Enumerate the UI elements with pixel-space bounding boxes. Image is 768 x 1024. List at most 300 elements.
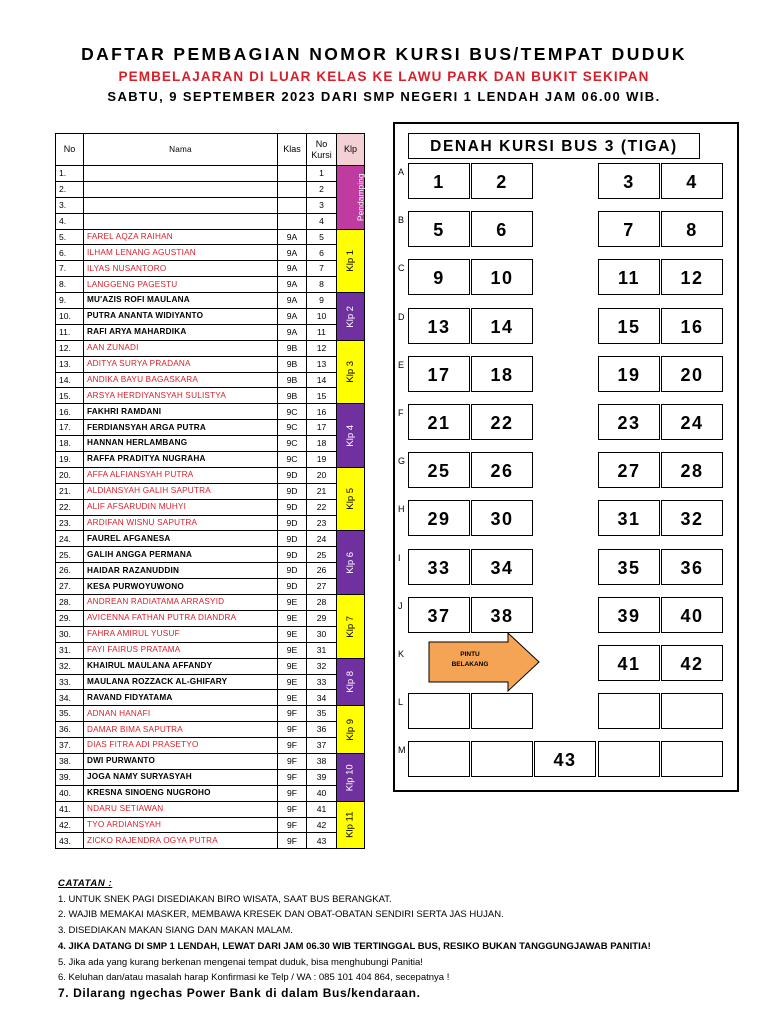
table-row — [56, 388, 365, 404]
seat: 23 — [598, 404, 660, 440]
group-label — [337, 706, 365, 754]
row-kursi: 26 — [307, 563, 337, 579]
row-kursi: 12 — [307, 340, 337, 356]
seat: 1 — [408, 163, 470, 199]
row-nama: ARDIFAN WISNU SAPUTRA — [84, 515, 278, 531]
row-klas: 9D — [278, 499, 307, 515]
row-nama: FAYI FAIRUS PRATAMA — [84, 642, 278, 658]
group-label — [337, 467, 365, 531]
seat: 38 — [471, 597, 533, 633]
seat — [598, 693, 660, 729]
row-kursi: 42 — [307, 817, 337, 833]
table-row — [56, 324, 365, 340]
header-no: No — [56, 134, 84, 166]
seat: 8 — [661, 211, 723, 247]
row-no: 36. — [56, 722, 84, 738]
group-label-text: Klp 11 — [344, 811, 356, 839]
row-klas: 9E — [278, 642, 307, 658]
table-header-row — [56, 134, 365, 166]
row-no: 15. — [56, 388, 84, 404]
row-no: 6. — [56, 245, 84, 261]
row-kursi: 8 — [307, 277, 337, 293]
row-nama: AFFA ALFIANSYAH PUTRA — [84, 467, 278, 483]
notes-section — [58, 876, 651, 1002]
seat: 42 — [661, 645, 723, 681]
row-klas: 9F — [278, 753, 307, 769]
group-label-text: Klp 1 — [344, 250, 356, 272]
row-klas: 9F — [278, 801, 307, 817]
row-klas: 9B — [278, 356, 307, 372]
row-kursi: 9 — [307, 293, 337, 309]
row-kursi: 21 — [307, 483, 337, 499]
row-kursi: 23 — [307, 515, 337, 531]
row-kursi: 19 — [307, 452, 337, 468]
page-subtitle: PEMBELAJARAN DI LUAR KELAS KE LAWU PARK DAN BUKIT SEKIPAN — [118, 69, 650, 84]
row-no: 21. — [56, 483, 84, 499]
seat: 14 — [471, 308, 533, 344]
note-item: 3. DISEDIAKAN MAKAN SIANG DAN MAKAN MALAM. — [58, 925, 293, 937]
table-row — [56, 642, 365, 658]
row-no: 11. — [56, 324, 84, 340]
seat-row-label: A — [398, 167, 405, 177]
row-klas: 9A — [278, 261, 307, 277]
door-label-line1: PINTU — [460, 651, 480, 658]
row-kursi: 34 — [307, 690, 337, 706]
seat-row-label: F — [398, 408, 404, 418]
row-kursi: 22 — [307, 499, 337, 515]
seat-row-label: J — [398, 601, 403, 611]
group-label-text: Klp 3 — [344, 361, 356, 383]
group-label-text: Klp 9 — [344, 718, 356, 741]
seat: 3 — [598, 163, 660, 199]
seat: 32 — [661, 500, 723, 536]
table-row — [56, 261, 365, 277]
seat: 4 — [661, 163, 723, 199]
row-nama: ANDREAN RADIATAMA ARRASYID — [84, 595, 278, 611]
seat-row-label: I — [398, 553, 401, 563]
group-label — [337, 404, 365, 468]
seat — [471, 693, 533, 729]
table-row — [56, 801, 365, 817]
seat: 5 — [408, 211, 470, 247]
row-kursi: 5 — [307, 229, 337, 245]
row-kursi: 16 — [307, 404, 337, 420]
table-row — [56, 229, 365, 245]
group-label-text: Pendamping — [355, 173, 366, 222]
group-label-text: Klp 8 — [344, 671, 356, 693]
seat: 17 — [408, 356, 470, 392]
row-klas: 9C — [278, 404, 307, 420]
row-nama: GALIH ANGGA PERMANA — [84, 547, 278, 563]
row-no: 30. — [56, 626, 84, 642]
group-label-text: Klp 10 — [344, 763, 356, 791]
note-item: 6. Keluhan dan/atau masalah harap Konfirmasi ke Telp / WA : 085 101 404 864, secepatnya ! — [58, 972, 450, 984]
seat-row-label: H — [398, 504, 405, 514]
row-klas: 9B — [278, 372, 307, 388]
seat: 27 — [598, 452, 660, 488]
seat: 19 — [598, 356, 660, 392]
row-nama: ADNAN HANAFI — [84, 706, 278, 722]
row-klas: 9E — [278, 595, 307, 611]
row-klas: 9F — [278, 722, 307, 738]
row-no: 40. — [56, 785, 84, 801]
group-label — [337, 658, 365, 706]
table-row — [56, 579, 365, 595]
row-nama: ALDIANSYAH GALIH SAPUTRA — [84, 483, 278, 499]
table-row — [56, 706, 365, 722]
table-row — [56, 483, 365, 499]
row-kursi: 15 — [307, 388, 337, 404]
table-row — [56, 817, 365, 833]
table-row — [56, 753, 365, 769]
row-no: 28. — [56, 595, 84, 611]
row-no: 10. — [56, 309, 84, 325]
row-kursi: 17 — [307, 420, 337, 436]
row-nama: ZICKO RAJENDRA OGYA PUTRA — [84, 833, 278, 849]
row-kursi: 6 — [307, 245, 337, 261]
row-klas — [278, 181, 307, 197]
seat: 6 — [471, 211, 533, 247]
table-row — [56, 738, 365, 754]
row-kursi: 3 — [307, 197, 337, 213]
seat: 28 — [661, 452, 723, 488]
note-item: 5. Jika ada yang kurang berkenan mengenai tempat duduk, bisa menghubungi Panitia! — [58, 956, 423, 968]
table-row — [56, 658, 365, 674]
seat: 24 — [661, 404, 723, 440]
seat-row-label: K — [398, 649, 405, 659]
seat — [408, 693, 470, 729]
row-no: 25. — [56, 547, 84, 563]
row-nama: ARSYA HERDIYANSYAH SULISTYA — [84, 388, 278, 404]
row-nama: NDARU SETIAWAN — [84, 801, 278, 817]
page-title: DAFTAR PEMBAGIAN NOMOR KURSI BUS/TEMPAT DUDUK — [81, 44, 687, 64]
row-nama: LANGGENG PAGESTU — [84, 277, 278, 293]
row-kursi: 11 — [307, 324, 337, 340]
group-label — [337, 166, 365, 230]
row-klas: 9E — [278, 626, 307, 642]
row-nama: MAULANA ROZZACK AL-GHIFARY — [84, 674, 278, 690]
header-kursi: No Kursi — [307, 134, 337, 166]
seat: 21 — [408, 404, 470, 440]
table-body — [56, 166, 365, 849]
seat-row-label: E — [398, 360, 405, 370]
row-no: 38. — [56, 753, 84, 769]
row-kursi: 4 — [307, 213, 337, 229]
row-nama: DIAS FITRA ADI PRASETYO — [84, 738, 278, 754]
seat-row-label: G — [398, 456, 406, 466]
row-klas: 9C — [278, 452, 307, 468]
seat: 22 — [471, 404, 533, 440]
row-klas: 9A — [278, 277, 307, 293]
row-kursi: 38 — [307, 753, 337, 769]
row-no: 5. — [56, 229, 84, 245]
row-kursi: 39 — [307, 769, 337, 785]
row-klas: 9D — [278, 467, 307, 483]
row-no: 18. — [56, 436, 84, 452]
row-kursi: 40 — [307, 785, 337, 801]
seat: 41 — [598, 645, 660, 681]
seat: 26 — [471, 452, 533, 488]
row-no: 12. — [56, 340, 84, 356]
row-no: 39. — [56, 769, 84, 785]
row-nama: ANDIKA BAYU BAGASKARA — [84, 372, 278, 388]
row-nama: KRESNA SINOENG NUGROHO — [84, 785, 278, 801]
row-no: 29. — [56, 610, 84, 626]
table-row — [56, 595, 365, 611]
seat: 43 — [534, 741, 596, 777]
row-no: 27. — [56, 579, 84, 595]
row-nama: RAFI ARYA MAHARDIKA — [84, 324, 278, 340]
seat: 15 — [598, 308, 660, 344]
seat: 37 — [408, 597, 470, 633]
row-no: 13. — [56, 356, 84, 372]
table-row — [56, 404, 365, 420]
table-row — [56, 531, 365, 547]
row-klas: 9E — [278, 674, 307, 690]
row-klas: 9A — [278, 293, 307, 309]
row-no: 19. — [56, 452, 84, 468]
row-kursi: 33 — [307, 674, 337, 690]
date-line: SABTU, 9 SEPTEMBER 2023 DARI SMP NEGERI 1 LENDAH JAM 06.00 WIB. — [107, 89, 661, 104]
group-label-text: Klp 4 — [344, 424, 356, 447]
row-nama: ALIF AFSARUDIN MUHYI — [84, 499, 278, 515]
table-row — [56, 181, 365, 197]
row-klas: 9F — [278, 817, 307, 833]
row-nama: FAREL AQZA RAIHAN — [84, 229, 278, 245]
row-no: 20. — [56, 467, 84, 483]
seat: 35 — [598, 549, 660, 585]
note-item: 7. Dilarang ngechas Power Bank di dalam Bus/kendaraan. — [58, 985, 421, 1000]
seat: 18 — [471, 356, 533, 392]
row-klas: 9D — [278, 531, 307, 547]
note-item: 1. UNTUK SNEK PAGI DISEDIAKAN BIRO WISATA, SAAT BUS BERANGKAT. — [58, 893, 392, 905]
seat: 29 — [408, 500, 470, 536]
table-row — [56, 309, 365, 325]
table-row — [56, 563, 365, 579]
row-klas: 9F — [278, 833, 307, 849]
row-kursi: 7 — [307, 261, 337, 277]
row-nama: FAUREL AFGANESA — [84, 531, 278, 547]
row-no: 7. — [56, 261, 84, 277]
bus-title: DENAH KURSI BUS 3 (TIGA) — [408, 133, 700, 159]
row-klas: 9D — [278, 579, 307, 595]
group-label-text: Klp 5 — [344, 488, 356, 511]
row-klas: 9A — [278, 245, 307, 261]
row-kursi: 35 — [307, 706, 337, 722]
row-no: 9. — [56, 293, 84, 309]
seat: 7 — [598, 211, 660, 247]
table-row — [56, 372, 365, 388]
row-kursi: 31 — [307, 642, 337, 658]
row-nama: KHAIRUL MAULANA AFFANDY — [84, 658, 278, 674]
row-no: 4. — [56, 213, 84, 229]
note-item: 2. WAJIB MEMAKAI MASKER, MEMBAWA KRESEK DAN OBAT-OBATAN SENDIRI SERTA JAS HUJAN. — [58, 909, 504, 921]
table-row — [56, 547, 365, 563]
row-klas — [278, 197, 307, 213]
row-klas: 9C — [278, 420, 307, 436]
row-no: 26. — [56, 563, 84, 579]
row-klas: 9A — [278, 229, 307, 245]
row-klas: 9F — [278, 769, 307, 785]
row-kursi: 1 — [307, 166, 337, 182]
row-klas: 9D — [278, 563, 307, 579]
group-label — [337, 229, 365, 293]
table-row — [56, 340, 365, 356]
group-label-text: Klp 7 — [344, 615, 356, 638]
seat — [661, 693, 723, 729]
row-klas: 9A — [278, 309, 307, 325]
row-klas: 9D — [278, 547, 307, 563]
note-item: 4. JIKA DATANG DI SMP 1 LENDAH, LEWAT DARI JAM 06.30 WIB TERTINGGAL BUS, RESIKO BUKAN TANGGUNGJAWAB PANITIA! — [58, 940, 651, 952]
seat — [661, 741, 723, 777]
row-klas: 9F — [278, 738, 307, 754]
row-klas: 9E — [278, 690, 307, 706]
group-label — [337, 293, 365, 341]
table-row — [56, 213, 365, 229]
row-no: 35. — [56, 706, 84, 722]
table-row — [56, 293, 365, 309]
row-kursi: 2 — [307, 181, 337, 197]
table-row — [56, 610, 365, 626]
row-kursi: 27 — [307, 579, 337, 595]
seat: 10 — [471, 259, 533, 295]
row-nama: RAVAND FIDYATAMA — [84, 690, 278, 706]
seat: 30 — [471, 500, 533, 536]
row-kursi: 24 — [307, 531, 337, 547]
row-no: 24. — [56, 531, 84, 547]
seat-assignment-table — [55, 133, 365, 849]
seat: 16 — [661, 308, 723, 344]
row-nama: FAHRA AMIRUL YUSUF — [84, 626, 278, 642]
group-label-text: Klp 6 — [344, 551, 356, 574]
row-nama: AAN ZUNADI — [84, 340, 278, 356]
seat: 12 — [661, 259, 723, 295]
row-nama: HAIDAR RAZANUDDIN — [84, 563, 278, 579]
table-row — [56, 277, 365, 293]
row-no: 42. — [56, 817, 84, 833]
row-kursi: 10 — [307, 309, 337, 325]
row-kursi: 13 — [307, 356, 337, 372]
row-no: 8. — [56, 277, 84, 293]
seat: 9 — [408, 259, 470, 295]
seat: 20 — [661, 356, 723, 392]
rear-door — [428, 632, 540, 692]
row-klas — [278, 166, 307, 182]
seat-row-label: B — [398, 215, 405, 225]
seat — [408, 741, 470, 777]
table-row — [56, 197, 365, 213]
table-row — [56, 166, 365, 182]
row-kursi: 37 — [307, 738, 337, 754]
row-klas: 9B — [278, 388, 307, 404]
table-row — [56, 722, 365, 738]
row-klas — [278, 213, 307, 229]
table-row — [56, 785, 365, 801]
row-kursi: 29 — [307, 610, 337, 626]
row-nama: FAKHRI RAMDANI — [84, 404, 278, 420]
group-label — [337, 531, 365, 595]
header-nama: Nama — [84, 134, 278, 166]
row-kursi: 36 — [307, 722, 337, 738]
row-no: 32. — [56, 658, 84, 674]
row-nama: PUTRA ANANTA WIDIYANTO — [84, 309, 278, 325]
row-nama: RAFFA PRADITYA NUGRAHA — [84, 452, 278, 468]
seat: 36 — [661, 549, 723, 585]
row-nama: DAMAR BIMA SAPUTRA — [84, 722, 278, 738]
group-label — [337, 595, 365, 659]
row-klas: 9F — [278, 785, 307, 801]
seat: 13 — [408, 308, 470, 344]
row-kursi: 30 — [307, 626, 337, 642]
row-no: 16. — [56, 404, 84, 420]
seat — [598, 741, 660, 777]
row-nama: JOGA NAMY SURYASYAH — [84, 769, 278, 785]
seat — [471, 741, 533, 777]
row-nama: ILHAM LENANG AGUSTIAN — [84, 245, 278, 261]
seat-row-label: D — [398, 312, 405, 322]
row-kursi: 14 — [307, 372, 337, 388]
row-klas: 9E — [278, 610, 307, 626]
row-kursi: 20 — [307, 467, 337, 483]
row-nama — [84, 181, 278, 197]
header-klas: Klas — [278, 134, 307, 166]
row-no: 22. — [56, 499, 84, 515]
row-nama: MU'AZIS ROFI MAULANA — [84, 293, 278, 309]
row-no: 14. — [56, 372, 84, 388]
table-row — [56, 833, 365, 849]
row-klas: 9B — [278, 340, 307, 356]
table-row — [56, 467, 365, 483]
row-no: 31. — [56, 642, 84, 658]
seat-row-label: M — [398, 745, 406, 755]
row-klas: 9D — [278, 483, 307, 499]
table-row — [56, 420, 365, 436]
row-nama: DWI PURWANTO — [84, 753, 278, 769]
row-kursi: 28 — [307, 595, 337, 611]
row-no: 37. — [56, 738, 84, 754]
row-no: 33. — [56, 674, 84, 690]
row-nama: FERDIANSYAH ARGA PUTRA — [84, 420, 278, 436]
row-no: 3. — [56, 197, 84, 213]
row-nama — [84, 197, 278, 213]
table-row — [56, 690, 365, 706]
row-nama — [84, 213, 278, 229]
seat: 33 — [408, 549, 470, 585]
row-no: 41. — [56, 801, 84, 817]
table-row — [56, 436, 365, 452]
table-row — [56, 245, 365, 261]
seat: 2 — [471, 163, 533, 199]
group-label — [337, 801, 365, 849]
row-no: 2. — [56, 181, 84, 197]
row-klas: 9C — [278, 436, 307, 452]
row-klas: 9F — [278, 706, 307, 722]
door-label-line2: BELAKANG — [451, 660, 489, 668]
table-row — [56, 769, 365, 785]
seat-row-label: L — [398, 697, 404, 707]
table-row — [56, 499, 365, 515]
seat: 25 — [408, 452, 470, 488]
row-nama — [84, 166, 278, 182]
group-label — [337, 340, 365, 404]
row-no: 1. — [56, 166, 84, 182]
header-klp: Klp — [337, 134, 365, 166]
row-kursi: 25 — [307, 547, 337, 563]
row-no: 43. — [56, 833, 84, 849]
row-klas: 9D — [278, 515, 307, 531]
seat: 39 — [598, 597, 660, 633]
seat: 40 — [661, 597, 723, 633]
